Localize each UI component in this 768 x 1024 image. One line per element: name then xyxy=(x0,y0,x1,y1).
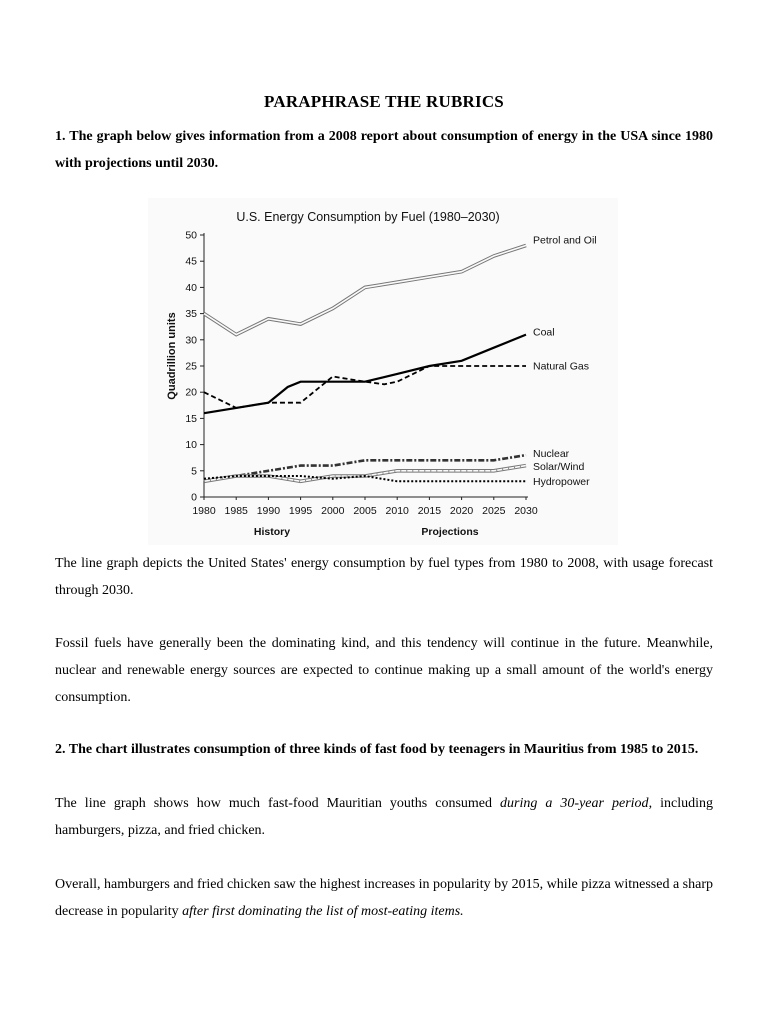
question-2: 2. The chart illustrates consumption of three kinds of fast food by teenagers in Mauritius from 1985 to 2015. xyxy=(55,742,699,757)
x-axis-label-projections: Projections xyxy=(421,526,479,538)
y-tick-label: 40 xyxy=(185,281,197,294)
energy-consumption-chart xyxy=(148,198,618,545)
legend-label: Solar/Wind xyxy=(533,461,585,474)
x-tick-label: 2030 xyxy=(514,505,538,517)
x-tick-label: 2010 xyxy=(385,505,409,517)
legend-label: Natural Gas xyxy=(533,360,590,373)
answer-2-p1-text-end: , including hamburgers, pizza, and fried chicken. xyxy=(55,796,713,838)
x-tick-label: 1995 xyxy=(288,505,313,517)
y-tick-label: 20 xyxy=(185,386,197,399)
question-1: 1. The graph below gives information from a 2008 report about consumption of energy in the USA since 1980 with projections until 2030. xyxy=(55,129,713,171)
answer-2-paragraph-2 xyxy=(55,871,713,925)
y-tick-label: 25 xyxy=(185,360,197,373)
y-tick-label: 50 xyxy=(185,229,197,242)
y-tick-label: 35 xyxy=(185,308,197,321)
x-tick-label: 2000 xyxy=(321,505,345,517)
x-tick-label: 1980 xyxy=(192,505,216,517)
y-tick-label: 0 xyxy=(191,491,197,504)
x-tick-label: 2025 xyxy=(482,505,506,517)
x-tick-label: 2015 xyxy=(417,505,442,517)
answer-2-p1-emphasis: during a 30-year period xyxy=(500,796,649,811)
y-tick-label: 30 xyxy=(185,334,197,347)
legend-label: Hydropower xyxy=(533,475,590,488)
page-title: PARAPHRASE THE RUBRICS xyxy=(264,92,504,111)
answer-2-paragraph-1 xyxy=(55,790,713,844)
answer-1-paragraph-2: Fossil fuels have generally been the dominating kind, and this tendency will continue in the future. Meanwhile, nuclear and renewable energy sources are expected to continue making up a small amount of the world's energy consumption. xyxy=(55,636,713,705)
y-axis-label: Quadrillion units xyxy=(166,312,178,400)
y-tick-label: 10 xyxy=(185,439,197,452)
answer-2-p1-text: The line graph shows how much fast-food Mauritian youths consumed xyxy=(55,796,501,811)
x-axis-label-history: History xyxy=(253,526,291,538)
legend-label: Coal xyxy=(533,326,555,339)
legend-label: Petrol and Oil xyxy=(533,234,597,247)
y-tick-label: 5 xyxy=(191,465,197,478)
x-tick-label: 2005 xyxy=(353,505,377,517)
y-tick-label: 45 xyxy=(185,255,197,268)
x-tick-label: 1985 xyxy=(224,505,248,517)
answer-1-paragraph-1: The line graph depicts the United States' energy consumption by fuel types from 1980 to 2008, with usage forecast through 2030. xyxy=(55,556,713,598)
answer-2-p2-text: Overall, hamburgers and fried chicken saw the highest increases in popularity by 2015, while pizza witnessed a sharp decrease in popularity xyxy=(55,877,713,919)
y-tick-label: 15 xyxy=(185,412,197,425)
x-tick-label: 1990 xyxy=(256,505,281,517)
answer-2-p2-emphasis: after first dominating the list of most-eating items. xyxy=(182,904,464,919)
legend-label: Nuclear xyxy=(533,448,570,461)
chart-title: U.S. Energy Consumption by Fuel (1980–2030) xyxy=(236,210,500,224)
x-tick-label: 2020 xyxy=(449,505,474,517)
